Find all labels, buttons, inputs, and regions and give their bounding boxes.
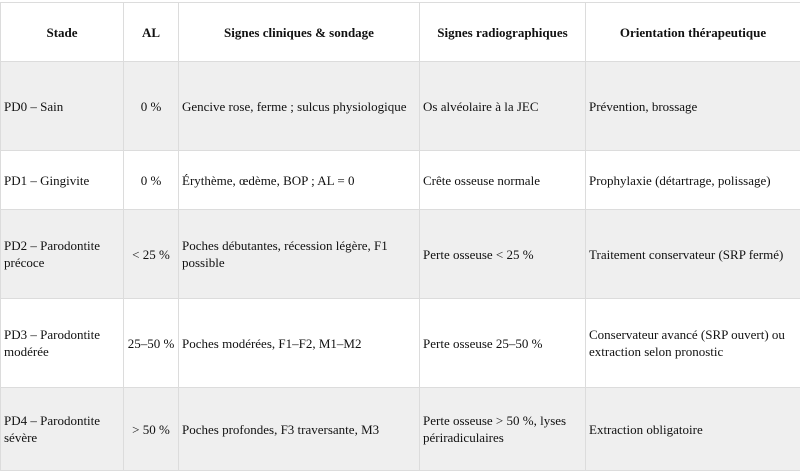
cell-signes-cliniques: Gencive rose, ferme ; sulcus physiologique — [179, 62, 420, 151]
cell-signes-cliniques: Érythème, œdème, BOP ; AL = 0 — [179, 151, 420, 210]
cell-al: 25–50 % — [124, 299, 179, 388]
cell-signes-cliniques: Poches modérées, F1–F2, M1–M2 — [179, 299, 420, 388]
header-signes-radiographiques: Signes radiographiques — [420, 3, 586, 62]
cell-signes-cliniques: Poches profondes, F3 traversante, M3 — [179, 388, 420, 471]
cell-orientation: Prévention, brossage — [586, 62, 800, 151]
cell-al: < 25 % — [124, 210, 179, 299]
cell-orientation: Prophylaxie (détartrage, polissage) — [586, 151, 800, 210]
cell-al: > 50 % — [124, 388, 179, 471]
header-stade: Stade — [1, 3, 124, 62]
table-row-pd0 — [1, 62, 800, 151]
header-al: AL — [124, 3, 179, 62]
cell-stade: PD1 – Gingivite — [1, 151, 124, 210]
header-signes-cliniques: Signes cliniques & sondage — [179, 3, 420, 62]
cell-signes-radiographiques: Perte osseuse > 50 %, lyses périradiculaires — [420, 388, 586, 471]
table-row-pd1 — [1, 151, 800, 210]
cell-orientation: Extraction obligatoire — [586, 388, 800, 471]
cell-al: 0 % — [124, 151, 179, 210]
cell-stade: PD4 – Parodontite sévère — [1, 388, 124, 471]
cell-signes-radiographiques: Crête osseuse normale — [420, 151, 586, 210]
cell-stade: PD3 – Parodontite modérée — [1, 299, 124, 388]
periodontal-staging-table — [0, 2, 800, 471]
table-row-pd3 — [1, 299, 800, 388]
cell-stade: PD2 – Parodontite précoce — [1, 210, 124, 299]
table-row-pd4 — [1, 388, 800, 471]
cell-al: 0 % — [124, 62, 179, 151]
table-header-row — [1, 3, 800, 62]
table-row-pd2 — [1, 210, 800, 299]
cell-orientation: Traitement conservateur (SRP fermé) — [586, 210, 800, 299]
cell-orientation: Conservateur avancé (SRP ouvert) ou extraction selon pronostic — [586, 299, 800, 388]
cell-signes-radiographiques: Os alvéolaire à la JEC — [420, 62, 586, 151]
cell-signes-radiographiques: Perte osseuse < 25 % — [420, 210, 586, 299]
cell-signes-radiographiques: Perte osseuse 25–50 % — [420, 299, 586, 388]
cell-signes-cliniques: Poches débutantes, récession légère, F1 possible — [179, 210, 420, 299]
cell-stade: PD0 – Sain — [1, 62, 124, 151]
header-orientation-therapeutique: Orientation thérapeutique — [586, 3, 800, 62]
